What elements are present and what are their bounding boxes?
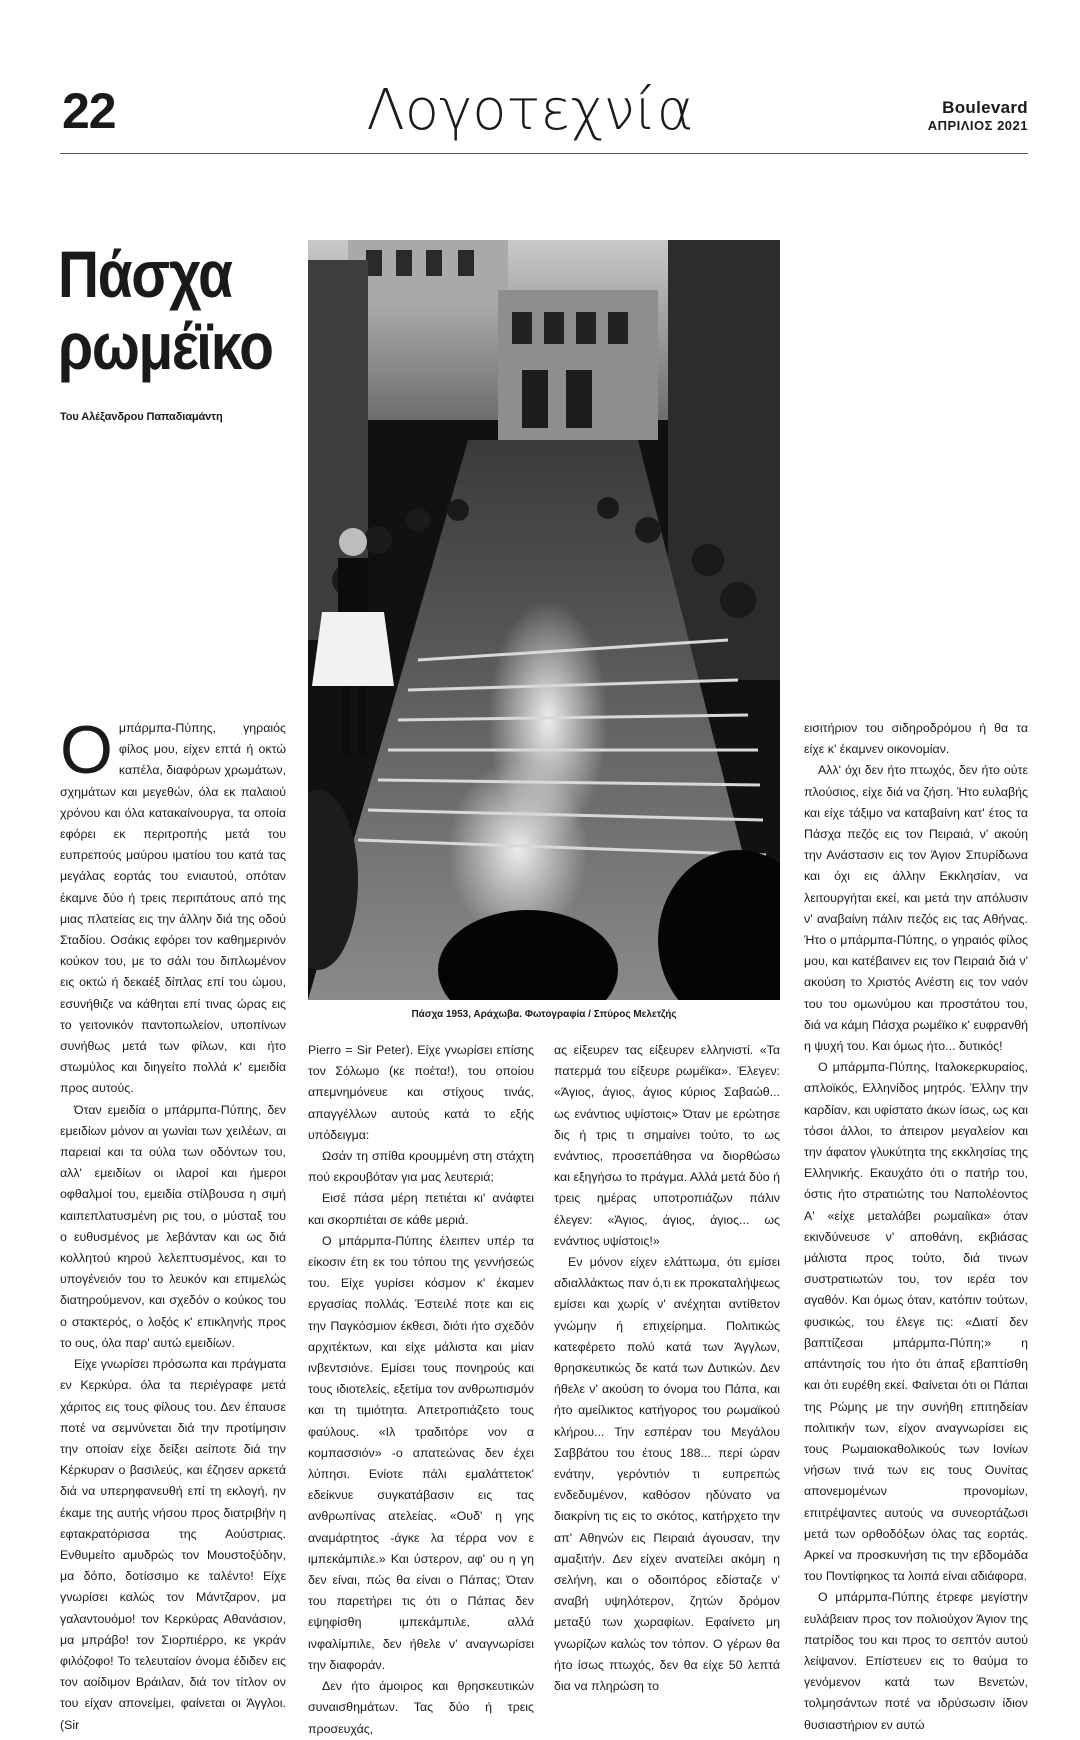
paragraph: Αλλ' όχι δεν ήτο πτωχός, δεν ήτο ούτε πλούσιος, είχε διά να ζήση. Ήτο ευλαβής και είχε τάξιμο να καταβαίνη κατ' έτος τα Πάσχα πεζός εις τον Πειραιά, ν' ακούη την Ανάστασιν εις τον Άγιον Σπυρίδωνα και όχι εις άλλην Εκκλησίαν, να λειτουργήται εκεί, και μετά την απόλυσιν ν' αναβαίνη πάλιν πεζός εις τας Αθήνας. Ήτο ο μπάρμπα-Πύπης, ο γηραιός φίλος μου, και κατέβαινεν εις τον Πειραιά διά ν' ακούση το Χριστός Ανέστη εις τον ναόν του του ομωνύμου και προστάτου του, διά να κάμη Πάσχα ρωμέϊκο κ' ευφρανθή η ψυχή του. Και όμως ήτο... δυτικός! xyxy=(804,763,1028,1054)
article-column-1 xyxy=(60,712,286,1736)
paragraph: Είχε γνωρίσει πρόσωπα και πράγματα εν Κερκύρα. όλα τα περιέγραφε μετά χάριτος εις τους φίλους του. Δεν έπαυσε ποτέ να σεμνύνεται διά την προτίμησιν την οποίαν είχε δείξει αείποτε διά την Κέρκυραν ο βασιλεύς, και έζησεν αρκετά διά να υπερηφανευθή επί τη εκλογή, ην έκαμε της αυτής νήσου προς διατριβήν η εφτακρατόρισσα της Αούστριας. Ενθυμείτο αμυδρώς τον Μουστοξύδην, μα δόπο, δοτίσσιμο κε ταλέντο! Είχε γνωρίσει καλώς τον Μάντζαρον, μα γαλαντουόμο! τον Κερκύρας Αθανάσιον, μα μπράβο! τον Σιορπιέρρο, κε γκράν φιλόζοφο! Το τελευταίον όνομα έδιδεν εις τον αοίδιμον Βράιλαν, διά τον τίτλον ον του είχαν απονείμει, φαίνεται οι Άγγλοι. (Sir xyxy=(60,1357,286,1732)
paragraph: ας είξευρεν τας είξευρεν ελληνιστί. «Τα πατερμά του είξευρε ρωμέϊκα». Έλεγεν: «Άγιος, άγιος, άγιος κύριος Σαβαώθ... ως ενάντιος υψίστοις» Όταν με ερώτησε δις ή τρις τι σημαίνει τούτο, το ως ενάντιος, προσεπάθησα να διορθώσω και εξηγήσω το πράγμα. Αλλά μετά δύο ή τρεις ημέρας υποτροπιάζων πάλιν έλεγεν: «Άγιος, άγιος, άγιος... ως ενάντιος υψίστοις!» xyxy=(554,1043,780,1248)
article-column-2 xyxy=(308,1040,534,1740)
section-title: Λογοτεχνία xyxy=(366,78,694,143)
masthead xyxy=(928,98,1028,133)
paragraph: εισιτήριον του σιδηροδρόμου ή θα τα είχε κ' έκαμνεν οικονομίαν. xyxy=(804,721,1028,757)
article-column-3 xyxy=(554,1040,780,1697)
byline: Του Αλέξανδρου Παπαδιαμάντη xyxy=(60,411,223,423)
paragraph: Ο μπάρμπα-Πύπης έτρεφε μεγίστην ευλάβειαν προς τον πολιούχον Άγιον της πατρίδος του και προς το σεπτόν αυτού λείψανον. Επίστευεν εις το θαύμα το γενόμενον κατά των Βενετών, τολμησάντων ποτέ να ιδρύσωσιν ίδιον θυσιαστήριον εν αυτώ xyxy=(804,1590,1028,1732)
photo-illustration xyxy=(308,240,780,1000)
paragraph: Δεν ήτο άμοιρος και θρησκευτικών συναισθημάτων. Τας δύο ή τρεις προσευχάς, xyxy=(308,1679,534,1736)
article-title xyxy=(58,238,273,382)
article-title-line-2: ρωμέϊκο xyxy=(58,309,273,383)
article-title-line-1: Πάσχα xyxy=(58,237,232,311)
article-column-4 xyxy=(804,718,1028,1736)
publication-name: Boulevard xyxy=(942,98,1028,117)
paragraph: Pierro = Sir Peter). Είχε γνωρίσει επίσης τον Σόλωμο (κε ποέτα!), του οποίου απεμνημόνευε και στίχους τινάς, απαγγέλλων αυτούς κατά το εξής υπόδειγμα: xyxy=(308,1043,534,1142)
header-rule xyxy=(60,153,1028,154)
paragraph: Ο μπάρμπα-Πύπης, Ιταλοκερκυραίος, απλοϊκός, Ελληνίδος μητρός. Έλλην την καρδίαν, και υφίστατο άκων ίσως, ως και τόσοι άλλοι, το άπειρον μεγαλείον και την άφατον γλυκύτητα της εκκλησίας της Ελληνικής. Εκαυχάτο ότι ο πατήρ του, όστις ήτο στρατιώτης του Ναπολέοντος Α' «είχε μεταλάβει ρωμαίϊκα» όταν εκινδύνευσε ν' αποθάνη, εκβιάσας μάλιστα προς τούτο, διά τινων συστρατιωτών του, τον ιερέα τον αγαθόν. Και όμως όταν, κατόπιν τούτων, φυσικώς, του έλεγε τις: «Διατί δεν βαπτίζεσαι μπάρμπα-Πύπη;» η απάντησίς του ήτο ότι άπαξ εβαπτίσθη και ότι ευρέθη εκεί. Φαίνεται ότι οι Πάπαι της Ρώμης με την συνήθη επιτηδείαν πολιτικήν των, είχον αναγνωρίσει εις τους Ρωμαιοκαθολικούς των Ιονίων νήσων τινά των εις τους Ουνίτας απονεμομένων προνομίων, επιτρέψαντες αυτούς να συνεορτάζωσι μετά των ορθοδόξων όλας τας εορτάς. Αρκεί να προσκυνήση τις την εβδομάδα του Ποντίφηκος τα λοιπά είναι αδιάφορα. xyxy=(804,1060,1028,1584)
drop-cap: Ο xyxy=(60,712,113,788)
article-photo xyxy=(308,240,780,1000)
paragraph: Ο μπάρμπα-Πύπης έλειπεν υπέρ τα είκοσιν έτη εκ του τόπου της γεννήσεώς του. Είχε γυρίσει κόσμον κ' έκαμεν εργασίας πολλάς. Έστειλέ ποτε και εις την Παγκόσμιον έκθεσι, διότι ήτο σχεδόν αρχιτέκτων, και είχε μάλιστα και μίαν ινβεντσιόνε. Εμίσει τους πονηρούς και τους ιδιοτελείς, εξετίμα τον ανθρωπισμόν και τη τιμιότητα. Απετροπιάζετο τους φαύλους. «Ιλ τραδιτόρε νον α κομπασσιόν» -ο απατεώνας δεν έχει λύπησι. Ενίοτε πάλι εμαλάττετοκ' εδείκνυε συγκατάβασιν εις τας ανθρωπίνας ατελείας. «Ουδ' η γης αναμάρτητος -άγκε λα τέρρα νον ε ιμπεκάμπιλε.» Και ύστερον, αφ' ου η γη δεν είναι, πώς θα είναι ο Πάπας; Όταν του παρετήρει τις ότι ο Πάπας δεν εψηφίσθη ιμπεκάμπιλε, αλλά ινφαλίμπιλε, δεν ήθελε ν' αναγνωρίσει την διαφοράν. xyxy=(308,1233,534,1672)
poem-line: Εισέ πάσα μέρη πετιέται κι' ανάφτει και σκορπιέται σε κάθε μεριά. xyxy=(308,1191,534,1227)
photo-caption: Πάσχα 1953, Αράχωβα. Φωτογραφία / Σπύρος Μελετζής xyxy=(411,1009,677,1020)
issue-date: ΑΠΡΙΛΙΟΣ 2021 xyxy=(927,118,1028,133)
paragraph: Εν μόνον είχεν ελάττωμα, ότι εμίσει αδιαλλάκτως παν ό,τι εκ προκαταλήψεως εμίσει και χωρίς ν' ανέχηται αντίθετον γνώμην ή επιχείρημα. Πολιτικώς κατεφέρετο πολύ κατά των Άγγλων, θρησκευτικώς δε κατά των Δυτικών. Δεν ήθελε ν' ακούση το όνομα του Πάπα, και ήτο αμείλικτος κατήγορος του ρωμαϊκού κλήρου... Την εσπέραν του Μεγάλου Σαββάτου του έτους 188... περί ώραν ενάτην, γερόντιόν τι ευπρεπώς ενδεδυμένον, καθόσον ηδύνατο να διακρίνη τις εις το σκότος, κατήρχετο την απ' Αθηνών εις Πειραιά άγουσαν, την αμαξιτήν. Δεν είχεν ανατείλει ακόμη η σελήνη, και ο οδοιπόρος εδίσταζε ν' αναβή υψηλότερον, ζητών δρόμον μεταξύ των χωραφίων. Εφαίνετο μη γνωρίζων καλώς τον τόπον. Ο γέρων θα ήτο ίσως πτωχός, δεν θα είχε 50 λεπτά δια να πληρώση το xyxy=(554,1255,780,1694)
page-number: 22 xyxy=(62,83,116,139)
paragraph: Όταν εμειδία ο μπάρμπα-Πύπης, δεν εμειδίων μόνον αι γωνίαι των χειλέων, αι παρειαί και τα ούλα των οδόντων του, αλλ' εμειδίων οι ιλαροί και ήμεροι οφθαλμοί του, εμειδία στίλβουσα η σιμή καιπεπλατυσμένη ρις του, ο μύσταξ του ο ευθυσμένος με λεβάνταν και ως διά κολλητού κηρού λελεπτυσμένος, και το υπογένειόν του το λευκόν και επιμελώς διατηρούμενον, και σχεδόν ο κούκος του ο στακτερός, ο λοξός κ' επικληνής προς το ους, όλα παρ' αυτώ εμειδίων. xyxy=(60,1102,286,1350)
poem-line: Ωσάν τη σπίθα κρουμμένη στη στάχτη πού εκρουβόταν για μας λευτεριά; xyxy=(308,1149,534,1185)
paragraph: μπάρμπα-Πύπης, γηραιός φίλος μου, είχεν επτά ή οκτώ καπέλα, διαφόρων χρωμάτων, σχημάτων και μεγεθών, όλα εκ παλαιού χρόνου και όλα κατακαίνουργα, τα οποία εφόρει εκ περιτροπής μετά του ευπρεπούς μαύρου ιματίου του κατά τας μεγάλας εορτάς του ενιαυτού, οπόταν έκαμνε δύο ή τρεις περιπάτους από της μιας πλατείας εις την άλλην διά της οδού Σταδίου. Οσάκις εφόρει τον καθημερινόν κούκον του, με το σάλι του διπλωμένον εις οκτώ ή δεκαέξ δίπλας επί του ώμου, εσυνήθιζε να κάθηται επί τινας ώρας εις το γειτονικόν παντοπωλείον, υποπίνων συνήθως μετά των φίλων, και ήτο στωμύλος και διηγείτο πολλά κ' εμειδία προς αυτούς. xyxy=(60,721,286,1096)
